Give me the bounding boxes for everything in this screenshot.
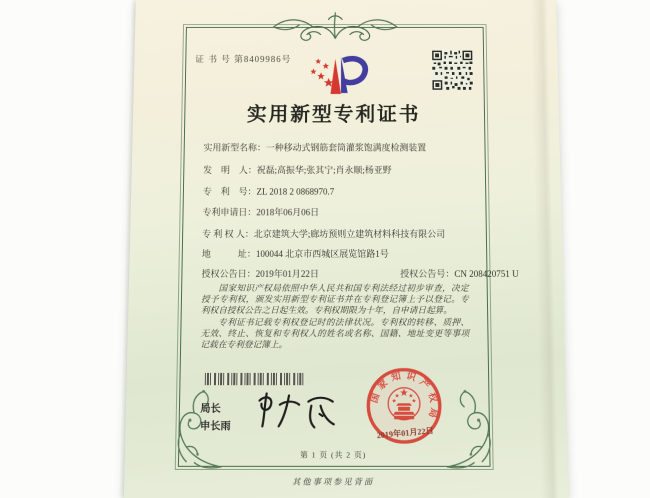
page-number: 第 1 页 (共 2 页) bbox=[299, 450, 367, 460]
certificate-title: 实用新型专利证书 bbox=[246, 104, 421, 126]
field-label: 发 明 人： bbox=[203, 165, 257, 176]
field-label: 地 址： bbox=[201, 248, 256, 259]
seal-text: 国家知识产权局 bbox=[368, 369, 440, 424]
field-value: 祝磊;高振华;张其宁;肖永顺;杨亚野 bbox=[256, 165, 392, 176]
field-label: 授权公告号： bbox=[400, 268, 455, 279]
field-value: 北京建筑大学;廊坊预则立建筑材料科技有限公司 bbox=[253, 229, 446, 240]
field-value: 100044 北京市西城区展览馆路1号 bbox=[255, 248, 389, 259]
cnipa-logo-icon bbox=[307, 51, 370, 97]
field-value: 2018年06月06日 bbox=[256, 207, 320, 218]
legal-paragraph-2: 专利证书记载专利权登记时的法律状况。专利权的转移、质押、无效、终止、恢复和专利权人的姓名或名称、国籍、地址变更等事项记载在专利登记簿上。 bbox=[200, 316, 470, 350]
legal-paragraph-1: 国家知识产权局依照中华人民共和国专利法经过初步审查，决定授予专利权，颁发实用新型专利证书并在专利登记簿上予以登记。专利权自授权公告之日起生效。专利权期限为十年，自申请日起算。 bbox=[200, 282, 469, 316]
field-label: 专 利 权 人： bbox=[202, 229, 254, 240]
certificate-number-value: 第8409986号 bbox=[234, 54, 292, 64]
field-inventors bbox=[203, 163, 477, 176]
field-label: 专 利 号： bbox=[202, 186, 257, 197]
director-title: 局长 bbox=[200, 403, 221, 416]
certificate-number-label: 证 书 号 bbox=[195, 54, 231, 64]
qr-code-icon bbox=[432, 51, 473, 90]
field-patent-number bbox=[203, 185, 478, 198]
field-label: 授权公告日： bbox=[201, 268, 256, 279]
field-label: 实用新型名称： bbox=[203, 142, 266, 153]
reverse-side-note: 其他事项参见背面 bbox=[292, 477, 375, 487]
field-value: 一种移动式钢筋套筒灌浆饱满度检测装置 bbox=[265, 142, 427, 153]
field-grant bbox=[201, 267, 519, 280]
patent-certificate bbox=[124, 0, 568, 498]
seal-date: 2019年01月22日 bbox=[376, 425, 435, 441]
field-value: CN 208420751 U bbox=[454, 268, 519, 279]
field-value: 2019年01月22日 bbox=[255, 268, 319, 279]
field-patentee bbox=[202, 227, 478, 240]
legal-body-text bbox=[200, 283, 469, 351]
field-value: ZL 2018 2 0868970.7 bbox=[256, 186, 335, 197]
certificate-number bbox=[195, 53, 291, 65]
field-address bbox=[202, 247, 479, 260]
director-name: 申长雨 bbox=[199, 421, 231, 433]
field-utility-model-name bbox=[203, 141, 476, 154]
barcode bbox=[205, 373, 305, 385]
field-filing-date bbox=[202, 205, 477, 218]
field-grant-number bbox=[400, 267, 519, 280]
field-label: 专利申请日： bbox=[202, 207, 257, 218]
director-signature-icon bbox=[252, 388, 338, 431]
